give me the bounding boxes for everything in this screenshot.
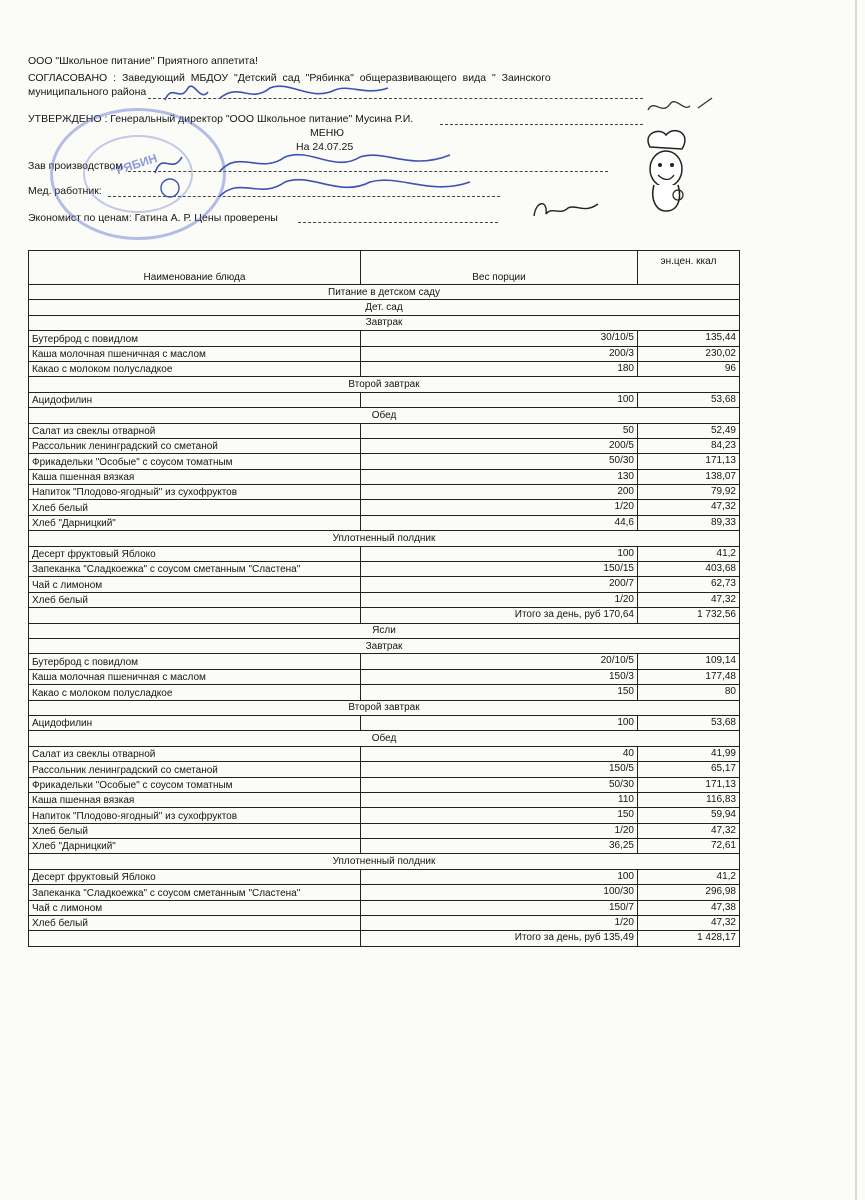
portion-weight: 100: [361, 392, 638, 407]
day-total-kcal: 1 732,56: [638, 608, 740, 623]
dish-name: Фрикадельки "Особые" с соусом томатным: [29, 454, 361, 469]
energy-kcal: 171,13: [638, 777, 740, 792]
table-row: [29, 669, 740, 684]
dish-name: Хлеб "Дарницкий": [29, 515, 361, 530]
energy-kcal: 47,32: [638, 916, 740, 931]
portion-weight: 150: [361, 808, 638, 823]
org-line: ООО "Школьное питание" Приятного аппетита!: [28, 55, 258, 67]
section-row: [29, 854, 740, 869]
dish-name: Каша молочная пшеничная с маслом: [29, 669, 361, 684]
handwritten-signature-medic: [150, 170, 480, 204]
table-row: [29, 885, 740, 900]
day-total-price: Итого за день, руб 135,49: [361, 931, 638, 946]
portion-weight: 1/20: [361, 500, 638, 515]
table-row: [29, 361, 740, 376]
approved-signature-line: [440, 124, 643, 125]
table-row: [29, 423, 740, 438]
portion-weight: 150/5: [361, 762, 638, 777]
portion-weight: 1/20: [361, 916, 638, 931]
dish-name: Какао с молоком полусладкое: [29, 685, 361, 700]
section-label: Питание в детском саду: [29, 285, 740, 300]
energy-kcal: 230,02: [638, 346, 740, 361]
energy-kcal: 59,94: [638, 808, 740, 823]
table-row: [29, 839, 740, 854]
portion-weight: 100: [361, 715, 638, 730]
scan-edge: [855, 0, 857, 1200]
column-header-kcal: эн.цен. ккал: [638, 251, 740, 285]
section-label: Ясли: [29, 623, 740, 638]
section-label: Обед: [29, 408, 740, 423]
table-row: [29, 438, 740, 453]
dish-name: Рассольник ленинградский со сметаной: [29, 438, 361, 453]
table-row: [29, 500, 740, 515]
section-row: [29, 285, 740, 300]
dish-name: Какао с молоком полусладкое: [29, 361, 361, 376]
dish-name: Запеканка "Сладкоежка" с соусом сметанным "Сластена": [29, 562, 361, 577]
total-row: [29, 931, 740, 946]
chef-mascot-icon: [636, 125, 696, 215]
portion-weight: 44,6: [361, 515, 638, 530]
energy-kcal: 41,2: [638, 546, 740, 561]
energy-kcal: 177,48: [638, 669, 740, 684]
table-row: [29, 454, 740, 469]
portion-weight: 150/15: [361, 562, 638, 577]
portion-weight: 100/30: [361, 885, 638, 900]
dish-name: Ацидофилин: [29, 392, 361, 407]
table-row: [29, 654, 740, 669]
energy-kcal: 53,68: [638, 392, 740, 407]
energy-kcal: 41,2: [638, 869, 740, 884]
table-row: [29, 331, 740, 346]
portion-weight: 200: [361, 485, 638, 500]
dish-name: Чай с лимоном: [29, 900, 361, 915]
portion-weight: 110: [361, 792, 638, 807]
portion-weight: 36,25: [361, 839, 638, 854]
energy-kcal: 53,68: [638, 715, 740, 730]
table-row: [29, 900, 740, 915]
dish-name: Напиток "Плодово-ягодный" из сухофруктов: [29, 485, 361, 500]
dish-name: Хлеб "Дарницкий": [29, 839, 361, 854]
table-row: [29, 485, 740, 500]
day-total-price: Итого за день, руб 170,64: [361, 608, 638, 623]
dish-name: [29, 608, 361, 623]
dish-name: Десерт фруктовый Яблоко: [29, 869, 361, 884]
portion-weight: 180: [361, 361, 638, 376]
section-row: [29, 731, 740, 746]
section-row: [29, 300, 740, 315]
energy-kcal: 116,83: [638, 792, 740, 807]
production-label: Зав производством: [28, 160, 123, 172]
approved-line: УТВЕРЖДЕНО : Генеральный директор "ООО Школьное питание" Мусина Р.И.: [28, 113, 414, 125]
energy-kcal: 296,98: [638, 885, 740, 900]
portion-weight: 40: [361, 746, 638, 761]
section-row: [29, 638, 740, 653]
dish-name: Хлеб белый: [29, 823, 361, 838]
table-row: [29, 823, 740, 838]
table-row: [29, 792, 740, 807]
portion-weight: 150/7: [361, 900, 638, 915]
dish-name: Ацидофилин: [29, 715, 361, 730]
energy-kcal: 47,32: [638, 592, 740, 607]
energy-kcal: 47,38: [638, 900, 740, 915]
menu-date: На 24.07.25: [296, 141, 354, 153]
dish-name: Запеканка "Сладкоежка" с соусом сметанным "Сластена": [29, 885, 361, 900]
dish-name: Салат из свеклы отварной: [29, 423, 361, 438]
section-row: [29, 408, 740, 423]
dish-name: Салат из свеклы отварной: [29, 746, 361, 761]
energy-kcal: 65,17: [638, 762, 740, 777]
dish-name: Десерт фруктовый Яблоко: [29, 546, 361, 561]
table-row: [29, 808, 740, 823]
portion-weight: 200/3: [361, 346, 638, 361]
table-row: [29, 592, 740, 607]
energy-kcal: 138,07: [638, 469, 740, 484]
portion-weight: 150: [361, 685, 638, 700]
energy-kcal: 41,99: [638, 746, 740, 761]
table-row: [29, 515, 740, 530]
table-row: [29, 577, 740, 592]
portion-weight: 50: [361, 423, 638, 438]
dish-name: Напиток "Плодово-ягодный" из сухофруктов: [29, 808, 361, 823]
energy-kcal: 84,23: [638, 438, 740, 453]
section-label: Уплотненный полдник: [29, 531, 740, 546]
dish-name: Хлеб белый: [29, 500, 361, 515]
section-row: [29, 531, 740, 546]
table-row: [29, 715, 740, 730]
seal-stamp-text: "РЯБИН: [109, 150, 159, 180]
table-row: [29, 746, 740, 761]
dish-name: Фрикадельки "Особые" с соусом томатным: [29, 777, 361, 792]
column-header-weight: Вес порции: [361, 251, 638, 285]
economist-line: Экономист по ценам: Гатина А. Р. Цены проверены: [28, 212, 278, 224]
dish-name: Чай с лимоном: [29, 577, 361, 592]
section-row: [29, 700, 740, 715]
section-label: Уплотненный полдник: [29, 854, 740, 869]
day-total-kcal: 1 428,17: [638, 931, 740, 946]
section-label: Обед: [29, 731, 740, 746]
table-row: [29, 916, 740, 931]
section-row: [29, 623, 740, 638]
portion-weight: 200/5: [361, 438, 638, 453]
dish-name: Бутерброд с повидлом: [29, 654, 361, 669]
portion-weight: 130: [361, 469, 638, 484]
energy-kcal: 62,73: [638, 577, 740, 592]
energy-kcal: 135,44: [638, 331, 740, 346]
agreed-line-2: муниципального района: [28, 86, 147, 98]
portion-weight: 1/20: [361, 592, 638, 607]
table-row: [29, 777, 740, 792]
total-row: [29, 608, 740, 623]
table-header-row: [29, 251, 740, 285]
portion-weight: 50/30: [361, 454, 638, 469]
table-row: [29, 546, 740, 561]
section-row: [29, 377, 740, 392]
handwritten-signature-economist: [528, 196, 608, 222]
table-row: [29, 685, 740, 700]
portion-weight: 100: [361, 546, 638, 561]
portion-weight: 150/3: [361, 669, 638, 684]
energy-kcal: 52,49: [638, 423, 740, 438]
energy-kcal: 171,13: [638, 454, 740, 469]
table-row: [29, 469, 740, 484]
section-row: [29, 315, 740, 330]
agreed-line: СОГЛАСОВАНО : Заведующий МБДОУ "Детский сад "Рябинка" общеразвивающего вида " Заинского: [28, 72, 551, 84]
table-row: [29, 869, 740, 884]
energy-kcal: 47,32: [638, 823, 740, 838]
table-row: [29, 562, 740, 577]
portion-weight: 20/10/5: [361, 654, 638, 669]
table-row: [29, 346, 740, 361]
dish-name: [29, 931, 361, 946]
section-label: Второй завтрак: [29, 377, 740, 392]
column-header-dish: Наименование блюда: [29, 251, 361, 285]
portion-weight: 100: [361, 869, 638, 884]
portion-weight: 200/7: [361, 577, 638, 592]
dish-name: Каша молочная пшеничная с маслом: [29, 346, 361, 361]
menu-title: МЕНЮ: [310, 127, 344, 139]
menu-table-body: [29, 285, 740, 947]
dish-name: Каша пшенная вязкая: [29, 469, 361, 484]
medic-label: Мед. работник:: [28, 185, 102, 197]
portion-weight: 30/10/5: [361, 331, 638, 346]
dish-name: Каша пшенная вязкая: [29, 792, 361, 807]
dish-name: Бутерброд с повидлом: [29, 331, 361, 346]
section-label: Завтрак: [29, 315, 740, 330]
handwritten-signature-agreed: [160, 78, 400, 108]
menu-table: [28, 250, 740, 947]
dish-name: Рассольник ленинградский со сметаной: [29, 762, 361, 777]
handwritten-signature-approved: [640, 92, 720, 122]
section-label: Завтрак: [29, 638, 740, 653]
energy-kcal: 79,92: [638, 485, 740, 500]
dish-name: Хлеб белый: [29, 592, 361, 607]
section-label: Дет. сад: [29, 300, 740, 315]
table-row: [29, 762, 740, 777]
table-row: [29, 392, 740, 407]
energy-kcal: 47,32: [638, 500, 740, 515]
energy-kcal: 96: [638, 361, 740, 376]
portion-weight: 50/30: [361, 777, 638, 792]
energy-kcal: 72,61: [638, 839, 740, 854]
energy-kcal: 89,33: [638, 515, 740, 530]
energy-kcal: 80: [638, 685, 740, 700]
energy-kcal: 109,14: [638, 654, 740, 669]
economist-signature-line: [298, 222, 498, 223]
dish-name: Хлеб белый: [29, 916, 361, 931]
section-label: Второй завтрак: [29, 700, 740, 715]
portion-weight: 1/20: [361, 823, 638, 838]
energy-kcal: 403,68: [638, 562, 740, 577]
